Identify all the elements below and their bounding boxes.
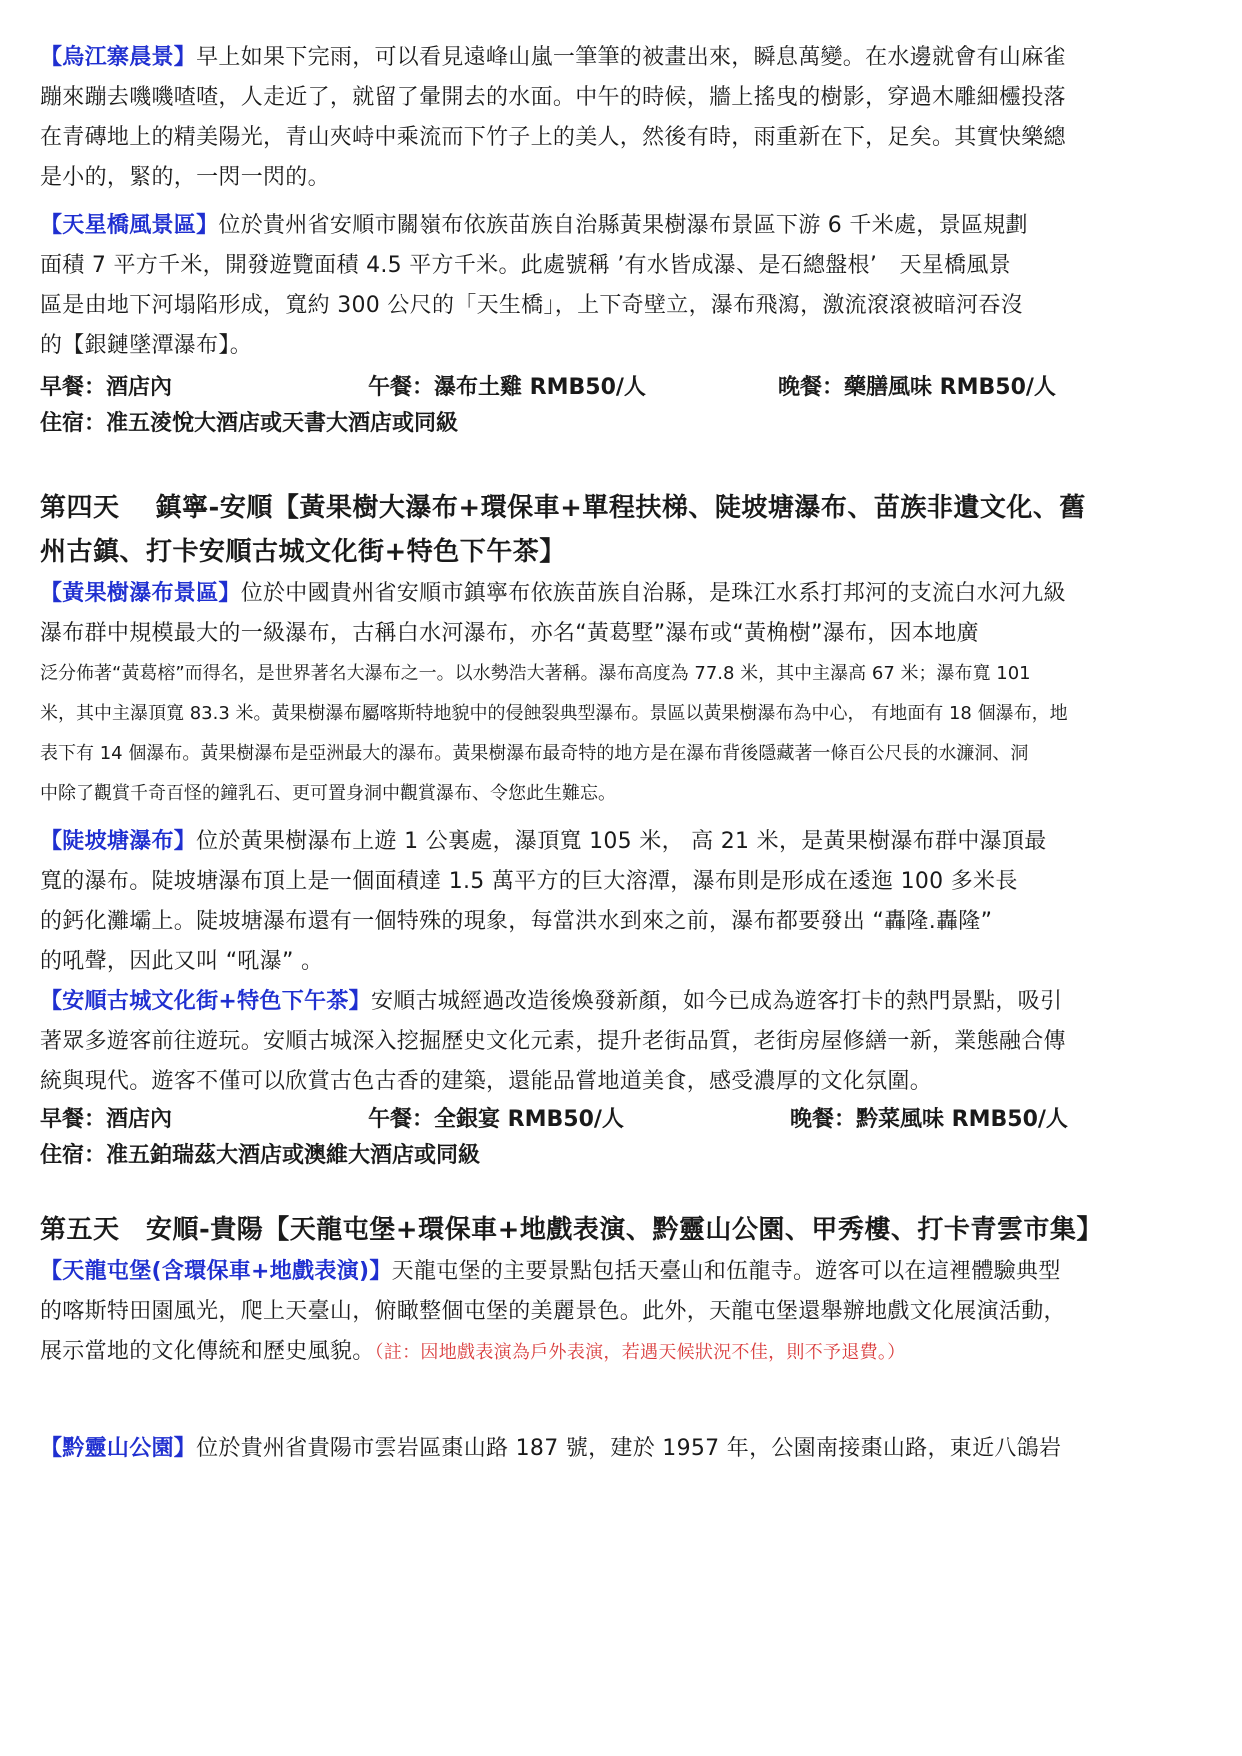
para-line: 的鈣化灘壩上。陡坡塘瀑布還有一個特殊的現象，每當洪水到來之前，瀑布都要發出 “轟隆.轟隆” <box>40 909 993 934</box>
para-line: 在青磚地上的精美陽光，青山夾峙中乘流而下竹子上的美人，然後有時，雨重新在下，足矣。其實快樂總 <box>40 125 1066 150</box>
section-tag: 【安順古城文化街+特色下午茶】 <box>40 989 371 1014</box>
day-heading: 第五天 安順-貴陽【天龍屯堡+環保車+地戲表演、黔靈山公園、甲秀樓、打卡青雲市集】 <box>40 1215 1103 1245</box>
section-tag: 【陡坡塘瀑布】 <box>40 829 197 854</box>
meal-row <box>40 1102 1210 1138</box>
para-line: 位於黃果樹瀑布上遊 1 公裏處，瀑頂寬 105 米， 高 21 米，是黃果樹瀑布群中瀑頂最 <box>196 829 1047 854</box>
para-line: 泛分佈著“黃葛榕”而得名，是世界著名大瀑布之一。以水勢浩大著稱。瀑布高度為 77.8 米，其中主瀑高 67 米；瀑布寬 101 <box>40 663 1031 684</box>
para-line: 位於貴州省貴陽市雲岩區棗山路 187 號，建於 1957 年，公園南接棗山路，東近八鴿岩 <box>196 1436 1062 1461</box>
section-tianxingqiao <box>40 206 1210 366</box>
section-tianlong <box>40 1252 1210 1373</box>
section-qianling <box>40 1429 1210 1469</box>
day-heading-cont: 州古鎮、打卡安順古城文化街+特色下午茶】 <box>40 537 566 567</box>
section-tag: 【天星橋風景區】 <box>40 213 219 238</box>
para-line: 早上如果下完雨，可以看見遠峰山嵐一筆筆的被畫出來，瞬息萬變。在水邊就會有山麻雀 <box>196 45 1066 70</box>
para-line: 表下有 14 個瀑布。黃果樹瀑布是亞洲最大的瀑布。黃果樹瀑布最奇特的地方是在瀑布背後隱藏著一條百公尺長的水濂洞、洞 <box>40 743 1029 764</box>
para-line: 寬的瀑布。陡坡塘瀑布頂上是一個面積達 1.5 萬平方的巨大溶潭，瀑布則是形成在逶迤 100 多米長 <box>40 869 1018 894</box>
para-line: 面積 7 平方千米，開發遊覽面積 4.5 平方千米。此處號稱 ’有水皆成瀑、是石總盤根’ 天星橋風景 <box>40 253 1011 278</box>
section-tag: 【黃果樹瀑布景區】 <box>40 581 241 606</box>
section-huangguoshu <box>40 574 1210 814</box>
para-line: 位於中國貴州省安順市鎮寧布依族苗族自治縣，是珠江水系打邦河的支流白水河九級 <box>240 581 1066 606</box>
meal-row <box>40 370 1210 406</box>
para-line: 安順古城經過改造後煥發新顏，如今已成為遊客打卡的熱門景點，吸引 <box>370 989 1063 1014</box>
para-line: 統與現代。遊客不僅可以欣賞古色古香的建築，還能品嘗地道美食，感受濃厚的文化氛圍。 <box>40 1069 933 1094</box>
para-line: 蹦來蹦去嘰嘰喳喳，人走近了，就留了暈開去的水面。中午的時候，牆上搖曳的樹影，穿過木雕細欞投落 <box>40 85 1066 110</box>
para-line: 展示當地的文化傳統和歷史風貌。 <box>40 1339 375 1364</box>
breakfast: 早餐：酒店內 <box>40 1107 173 1132</box>
lodging: 住宿：准五鉑瑞茲大酒店或澳維大酒店或同級 <box>40 1143 481 1168</box>
lunch: 午餐：瀑布土雞 RMB50/人 <box>368 375 646 400</box>
para-line: 瀑布群中規模最大的一級瀑布，古稱白水河瀑布，亦名“黃葛墅”瀑布或“黃桷樹”瀑布，因本地廣 <box>40 621 979 646</box>
para-line: 區是由地下河塌陷形成，寬約 300 公尺的「天生橋」，上下奇壁立，瀑布飛瀉，激流滾滾被暗河吞沒 <box>40 293 1024 318</box>
refund-note: （註：因地戲表演為戶外表演，若遇天候狀況不佳，則不予退費。） <box>374 1342 906 1363</box>
para-line: 的【銀鏈墜潭瀑布】。 <box>40 333 253 358</box>
dinner: 晚餐：黔菜風味 RMB50/人 <box>790 1107 1068 1132</box>
para-line: 天龍屯堡的主要景點包括天臺山和伍龍寺。遊客可以在這裡體驗典型 <box>391 1259 1061 1284</box>
lodging: 住宿：准五淩悅大酒店或天書大酒店或同級 <box>40 411 459 436</box>
section-tag: 【天龍屯堡(含環保車+地戲表演)】 <box>40 1259 392 1284</box>
section-anshun <box>40 982 1210 1102</box>
section-doupotang <box>40 822 1210 982</box>
para-line: 是小的，緊的，一閃一閃的。 <box>40 165 330 190</box>
dinner: 晚餐：藥膳風味 RMB50/人 <box>778 375 1056 400</box>
day-heading: 第四天 鎮寧-安順【黃果樹大瀑布+環保車+單程扶梯、陡坡塘瀑布、苗族非遺文化、舊 <box>40 493 1086 523</box>
para-line: 的吼聲，因此又叫 “吼瀑” 。 <box>40 949 324 974</box>
section-tag: 【黔靈山公園】 <box>40 1436 197 1461</box>
para-line: 的喀斯特田園風光，爬上天臺山，俯瞰整個屯堡的美麗景色。此外，天龍屯堡還舉辦地戲文化展演活動， <box>40 1299 1066 1324</box>
para-line: 米，其中主瀑頂寬 83.3 米。黃果樹瀑布屬喀斯特地貌中的侵蝕裂典型瀑布。景區以黃果樹瀑布為中心， 有地面有 18 個瀑布，地 <box>40 703 1068 724</box>
section-wujiangzhai <box>40 38 1210 198</box>
breakfast: 早餐：酒店內 <box>40 375 173 400</box>
para-line: 著眾多遊客前往遊玩。安順古城深入挖掘歷史文化元素，提升老街品質，老街房屋修繕一新，業態融合傳 <box>40 1029 1066 1054</box>
para-line: 位於貴州省安順市關嶺布依族苗族自治縣黃果樹瀑布景區下游 6 千米處，景區規劃 <box>218 213 1028 238</box>
section-tag: 【烏江寨晨景】 <box>40 45 197 70</box>
lunch: 午餐：全銀宴 RMB50/人 <box>368 1107 624 1132</box>
itinerary-page <box>40 38 1210 1469</box>
para-line: 中除了觀賞千奇百怪的鐘乳石、更可置身洞中觀賞瀑布、令您此生難忘。 <box>40 783 616 804</box>
